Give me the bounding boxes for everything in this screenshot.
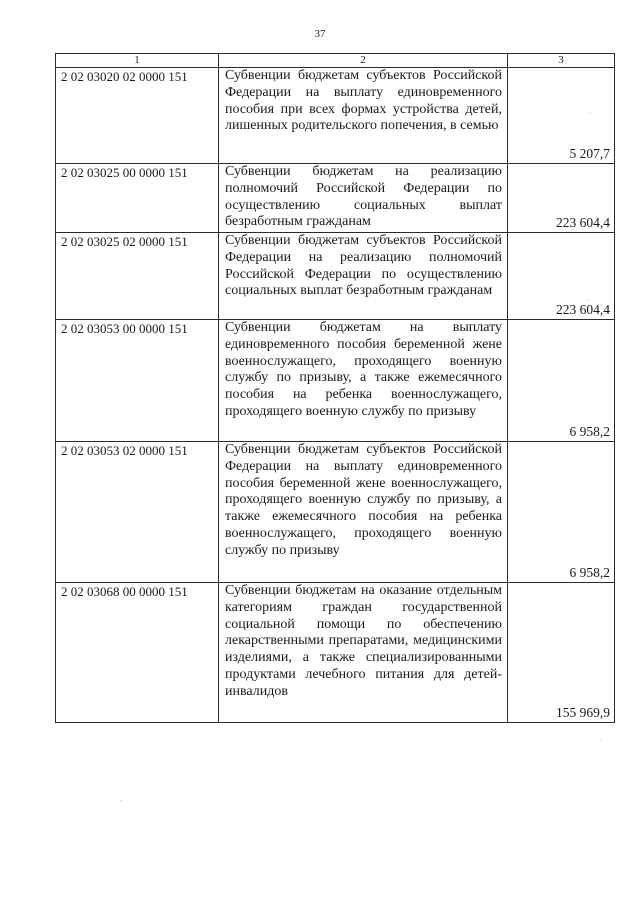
budget-description: Субвенции бюджетам на реализацию полномочий Российской Федерации по осуществлению социальных выплат безработным гражданам: [219, 164, 508, 233]
budget-amount: 223 604,4: [508, 164, 615, 233]
budget-code: 2 02 03053 02 0000 151: [56, 442, 219, 583]
table-row: [56, 233, 615, 320]
budget-description: Субвенции бюджетам субъектов Российской Федерации на выплату единовременного пособия беременной жене военнослужащего, проходящего военную службу по призыву, а также ежемесячного пособия на ребенка военнослужащего, проходящего военную службу по призыву: [219, 442, 508, 583]
budget-description: Субвенции бюджетам на оказание отдельным категориям граждан государственной социальной помощи по обеспечению лекарственными препаратами, медицинскими изделиями, а также специализированными продуктами лечебного питания для детей-инвалидов: [219, 583, 508, 723]
table-header-row: [56, 54, 615, 68]
budget-code: 2 02 03053 00 0000 151: [56, 320, 219, 442]
budget-amount: 155 969,9: [508, 583, 615, 723]
budget-amount: 5 207,7: [508, 68, 615, 164]
budget-code: 2 02 03025 00 0000 151: [56, 164, 219, 233]
budget-table: [55, 53, 615, 723]
budget-description: Субвенции бюджетам субъектов Российской Федерации на реализацию полномочий Российской Федерации по осуществлению социальных выплат безработным гражданам: [219, 233, 508, 320]
table-row: [56, 320, 615, 442]
budget-amount: 6 958,2: [508, 442, 615, 583]
scan-speck: [120, 800, 121, 801]
table-row: [56, 442, 615, 583]
scan-speck: [590, 112, 591, 113]
table-row: [56, 583, 615, 723]
table-row: [56, 68, 615, 164]
scan-speck: [600, 740, 601, 741]
scan-speck: [588, 300, 589, 301]
budget-description: Субвенции бюджетам на выплату единовременного пособия беременной жене военнослужащего, проходящего военную службу по призыву, а также ежемесячного пособия на ребенка военнослужащего, проходящего военную службу по призыву: [219, 320, 508, 442]
column-header-3: 3: [508, 54, 615, 68]
column-header-1: 1: [56, 54, 219, 68]
budget-amount: 223 604,4: [508, 233, 615, 320]
budget-description: Субвенции бюджетам субъектов Российской Федерации на выплату единовременного пособия при всех формах устройства детей, лишенных родительского попечения, в семью: [219, 68, 508, 164]
budget-amount: 6 958,2: [508, 320, 615, 442]
column-header-2: 2: [219, 54, 508, 68]
table-row: [56, 164, 615, 233]
budget-code: 2 02 03068 00 0000 151: [56, 583, 219, 723]
page-number: 37: [314, 28, 326, 40]
budget-code: 2 02 03020 02 0000 151: [56, 68, 219, 164]
budget-code: 2 02 03025 02 0000 151: [56, 233, 219, 320]
